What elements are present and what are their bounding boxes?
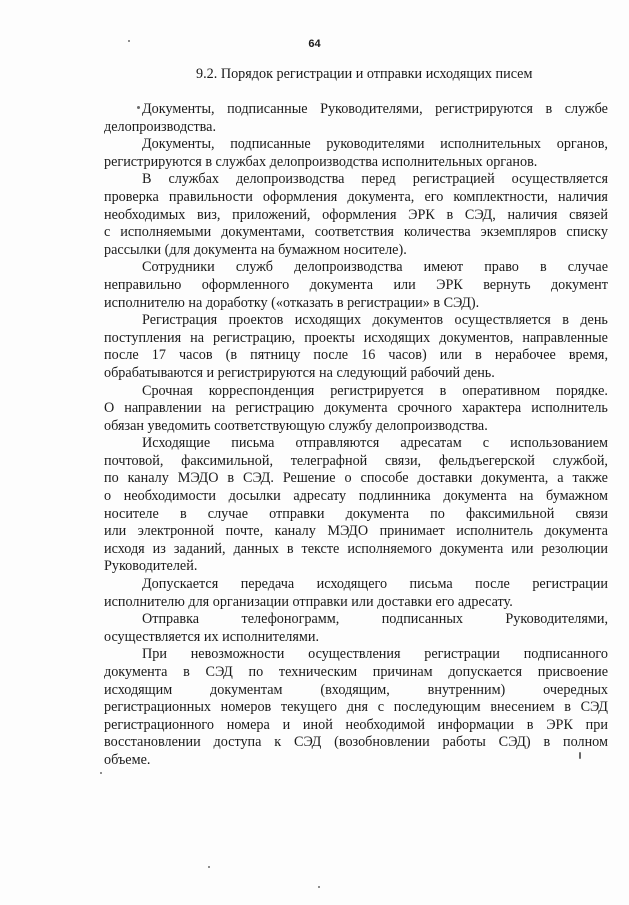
word: факсимильной, [181, 452, 273, 469]
word: каналу [274, 523, 316, 540]
word: исходящих [363, 329, 431, 346]
word: документа [324, 400, 388, 417]
text-line [104, 189, 608, 207]
word: на [190, 329, 205, 346]
word: в [540, 259, 547, 276]
word: случае [567, 259, 608, 276]
word: порядке. [556, 382, 608, 399]
word: осуществления [308, 646, 401, 663]
word: имеют [423, 259, 464, 276]
word: документам [210, 681, 283, 698]
word: а [557, 470, 564, 487]
word: использованием [510, 435, 608, 452]
word: носителе [104, 505, 159, 522]
word: о [104, 488, 112, 505]
text-line: исполнителю для организации отправки или доставки его адресату. [104, 593, 513, 610]
word: исходя [104, 540, 145, 557]
word: исполняемыми [120, 224, 212, 241]
word: исполнительных [440, 136, 542, 153]
word: документа [345, 505, 410, 522]
word: направлении [124, 400, 202, 417]
text-line [104, 488, 608, 506]
word: службе [564, 101, 608, 117]
word: проекты [304, 329, 355, 346]
text-line [104, 400, 608, 418]
word: отправляются [295, 435, 380, 452]
word: ЭРК [436, 276, 463, 293]
text-line [104, 435, 608, 453]
word: документа, [481, 470, 549, 487]
word: осуществляется [454, 312, 551, 329]
word: номеров [220, 699, 272, 716]
word: (входящим, [320, 681, 390, 698]
word: восстановлении [104, 734, 201, 751]
word: служб [235, 259, 273, 276]
word: из [152, 540, 166, 557]
text-line [104, 312, 608, 330]
scan-speck [318, 886, 320, 888]
word: нерабочее [494, 347, 556, 364]
word: часов) [388, 347, 427, 364]
word: 17 [151, 347, 166, 364]
word: Руководителями, [320, 101, 423, 117]
word: документа [439, 540, 504, 557]
word: Решение [282, 470, 336, 487]
word: причинам [372, 664, 433, 680]
word: последующим [393, 699, 481, 716]
word: Исходящие [142, 435, 211, 452]
word: допускается [448, 664, 523, 680]
word: ЭРК [408, 206, 435, 223]
word: Руководителями, [505, 611, 608, 628]
word: корреспонденция [208, 382, 315, 399]
word: В [142, 171, 152, 188]
word: оформления [322, 206, 397, 223]
text-line: рассылки (для документа на бумажном носителе). [104, 241, 407, 258]
word: документа [104, 664, 168, 680]
word: или [511, 540, 534, 557]
word: регистрационного [104, 716, 214, 733]
word: комплектности, [453, 188, 548, 205]
word: СЭД [580, 699, 608, 716]
word: письма [409, 576, 453, 593]
word: делопроизводства [235, 171, 345, 188]
word: доставки [417, 470, 473, 487]
word: СЭД. [243, 470, 274, 487]
word: при [585, 716, 608, 733]
word: право [484, 259, 519, 276]
word: поступления [104, 329, 182, 346]
text-line [104, 383, 608, 401]
word: о [344, 470, 352, 487]
word: (в [225, 347, 238, 364]
text-line [104, 470, 608, 488]
word: телеграфной [290, 452, 368, 469]
word: с [377, 699, 385, 716]
word: в [564, 699, 571, 716]
word: СЭД [293, 734, 322, 751]
word: оформления [262, 188, 338, 205]
text-line [104, 646, 608, 664]
word: по [248, 664, 264, 680]
word: наличия [507, 206, 558, 223]
word: исходящего [316, 576, 388, 593]
word: службой, [552, 452, 608, 469]
text-line: обязан уведомить соответствующую службу делопроизводства. [104, 417, 488, 434]
word: подлинника [358, 488, 431, 505]
word: оформленного [201, 276, 290, 293]
text-line [104, 541, 608, 559]
word: в [183, 664, 190, 680]
word: также [572, 470, 608, 487]
word: необходимых [104, 206, 186, 223]
text-line [104, 207, 608, 225]
word: документа [309, 276, 374, 293]
word: заданий, [173, 540, 226, 557]
word: О [104, 400, 115, 417]
word: документа [544, 523, 608, 540]
word: невозможности [190, 646, 285, 663]
word: документов, [439, 329, 514, 346]
word: подписанные [230, 136, 311, 153]
word: в [562, 312, 569, 329]
word: документ [550, 276, 608, 293]
text-line: Руководителей. [104, 558, 198, 575]
word: или [393, 276, 416, 293]
word: наличия [558, 188, 608, 205]
word: случае [207, 505, 248, 522]
word: исполнитель [456, 523, 533, 540]
text-line [104, 682, 608, 700]
word: Документы, [142, 101, 215, 117]
word: подписанного [523, 646, 608, 663]
word: (возобновлении [334, 734, 430, 751]
text-line [104, 347, 608, 365]
word: Документы, [142, 136, 215, 153]
text-line [104, 734, 608, 752]
word: очередных [543, 681, 608, 698]
word: и [282, 716, 291, 733]
word: в [179, 505, 187, 522]
word: в [475, 347, 482, 364]
word: списку [566, 224, 608, 241]
word: его [424, 188, 444, 205]
text-line: делопроизводства. [104, 118, 217, 135]
text-line: обрабатываются и регистрируются на следующий рабочий день. [104, 364, 495, 381]
word: документами, [221, 224, 305, 241]
scan-speck [208, 866, 210, 868]
text-line: регистрируются в службах делопроизводства исполнительных органов. [104, 153, 538, 170]
word: регистрацией [412, 171, 495, 188]
word: характера [462, 400, 522, 417]
word: на [519, 488, 534, 505]
word: количества [403, 224, 471, 241]
word: время, [568, 347, 608, 364]
word: неправильно [104, 276, 182, 293]
word: Отправка [142, 611, 200, 628]
text-line [104, 717, 608, 735]
word: регистрации [424, 646, 500, 663]
word: резолюции [541, 540, 608, 557]
word: полном [562, 734, 608, 751]
word: Допускается [142, 576, 219, 593]
text-line [104, 576, 608, 594]
word: в [227, 470, 235, 487]
word: Регистрация [142, 312, 218, 329]
word: подписанных [381, 611, 463, 628]
word: каналу [127, 470, 169, 487]
word: отправки [269, 505, 325, 522]
word: необходимой [345, 716, 425, 733]
word: работы [442, 734, 486, 751]
word: адресату [293, 488, 347, 505]
word: досылки [228, 488, 281, 505]
section-heading: 9.2. Порядок регистрации и отправки исходящих писем [196, 66, 533, 82]
word: исходящим [104, 681, 173, 698]
word: регистрации [532, 576, 608, 593]
text-line [104, 611, 608, 629]
word: данных [233, 540, 279, 557]
word: телефонограмм, [241, 611, 340, 628]
word: иной [302, 716, 333, 733]
word: с [104, 224, 111, 241]
word: информации [437, 716, 514, 733]
word: регистрационных [104, 699, 211, 716]
word: электронной [137, 523, 215, 540]
text-line [104, 699, 608, 717]
word: номера [226, 716, 270, 733]
text-line [104, 277, 608, 295]
word: руководителями [326, 136, 425, 153]
word: документа [443, 488, 507, 505]
word: соответствия [314, 224, 394, 241]
word: правильности [168, 188, 253, 205]
word: исполняемого [347, 540, 432, 557]
word: срочного [397, 400, 453, 417]
word: по [430, 505, 445, 522]
word: МЭДО [177, 470, 219, 487]
word: адресатам [400, 435, 462, 452]
word: документов [372, 312, 444, 329]
word: бумажном [546, 488, 608, 505]
word: исходящих [294, 312, 362, 329]
word: письма [231, 435, 275, 452]
text-line [104, 136, 608, 154]
word: с [482, 435, 490, 452]
text-line [104, 259, 608, 277]
body-text [104, 101, 608, 770]
word: 16 [361, 347, 376, 364]
scan-speck [579, 752, 581, 759]
word: почтовой, [104, 452, 164, 469]
word: ЭРК [546, 716, 573, 733]
word: после [104, 347, 139, 364]
word: после [475, 576, 510, 593]
word: факсимильной [465, 505, 555, 522]
word: фельдъегерской [438, 452, 535, 469]
word: или [439, 347, 462, 364]
text-line [104, 101, 608, 119]
word: приложений, [232, 206, 311, 223]
word: в [543, 734, 551, 751]
text-line: исполнителю на доработку («отказать в регистрации» в СЭД). [104, 294, 480, 311]
scan-speck [128, 40, 130, 42]
word: связи [575, 505, 608, 522]
word: экземпляров [480, 224, 557, 241]
word: органов, [556, 136, 608, 153]
word: подписанные [227, 101, 308, 117]
scan-speck [100, 772, 102, 774]
word: на [211, 400, 226, 417]
word: регистрацию [235, 400, 315, 417]
word: текущего [280, 699, 337, 716]
text-line [104, 664, 608, 682]
word: тексте [301, 540, 340, 557]
word: почте, [225, 523, 264, 540]
word: исполнитель [531, 400, 608, 417]
word: способе [360, 470, 409, 487]
word: СЭД) [498, 734, 531, 751]
word: регистрируются [435, 101, 533, 117]
text-line [104, 453, 608, 471]
word: виз, [197, 206, 221, 223]
word: в [286, 540, 294, 557]
word: регистрируется [330, 382, 424, 399]
word: направленные [522, 329, 608, 346]
word: присвоение [537, 664, 608, 680]
word: в [439, 382, 447, 399]
word: службах [168, 171, 219, 188]
scan-speck [137, 106, 140, 109]
text-line [104, 330, 608, 348]
word: делопроизводства [294, 259, 403, 276]
word: пятницу [250, 347, 301, 364]
word: документа, [347, 188, 415, 205]
word: техническим [278, 664, 358, 680]
word: связи, [385, 452, 422, 469]
text-line: объеме. [104, 751, 151, 768]
word: необходимости [123, 488, 216, 505]
word: вернуть [483, 276, 531, 293]
word: в [545, 101, 553, 117]
word: по [104, 470, 119, 487]
word: часов [179, 347, 213, 364]
text-line [104, 506, 608, 524]
word: к [274, 734, 282, 751]
text-line: осуществляется их исполнителями. [104, 628, 319, 645]
word: внутренним) [427, 681, 506, 698]
word: СЭД, [464, 206, 496, 223]
word: оперативном [462, 382, 541, 399]
word: При [142, 646, 167, 663]
page-number: 64 [308, 38, 321, 50]
word: Срочная [142, 382, 193, 399]
word: доступа [213, 734, 262, 751]
word: МЭДО [327, 523, 369, 540]
word: проверка [104, 188, 159, 205]
text-line [104, 171, 608, 189]
word: после [313, 347, 349, 364]
word: Сотрудники [142, 259, 215, 276]
word: регистрацию, [213, 329, 296, 346]
text-line [104, 523, 608, 541]
word: в [526, 716, 534, 733]
text-line [104, 224, 608, 242]
word: передача [240, 576, 295, 593]
word: связей [569, 206, 608, 223]
word: принимает [379, 523, 445, 540]
word: дня [346, 699, 369, 716]
word: в [446, 206, 454, 223]
word: или [104, 523, 127, 540]
word: проектов [228, 312, 284, 329]
word: внесением [490, 699, 555, 716]
word: день [580, 312, 608, 329]
word: перед [361, 171, 396, 188]
word: СЭД [205, 664, 233, 680]
word: осуществляется [511, 171, 608, 188]
